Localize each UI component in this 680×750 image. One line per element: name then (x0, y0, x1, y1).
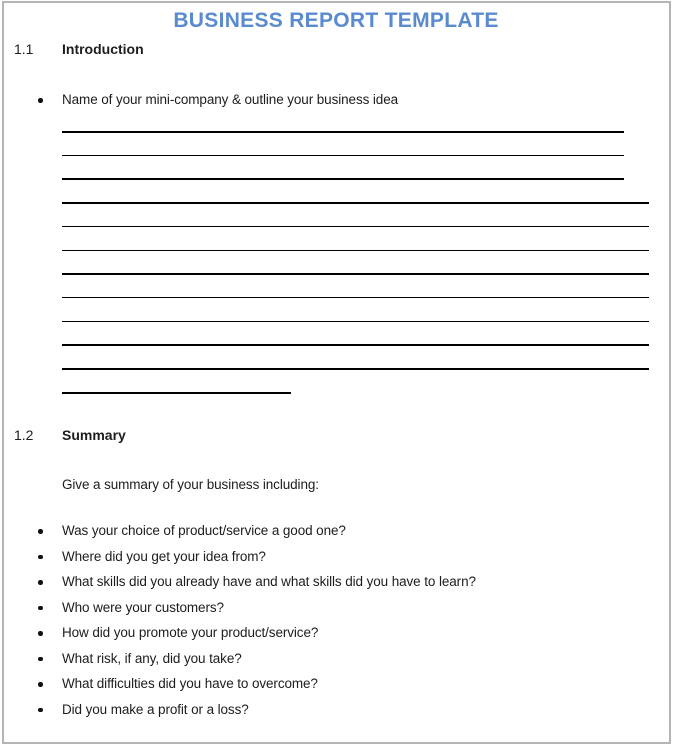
summary-question-text: Where did you get your idea from? (62, 548, 266, 564)
summary-question-text: How did you promote your product/service? (62, 625, 319, 641)
write-line (62, 297, 649, 299)
bullet-icon (38, 606, 43, 611)
summary-question-text: What risk, if any, did you take? (62, 650, 242, 666)
summary-question-text: Did you make a profit or a loss? (62, 701, 249, 717)
write-line (62, 131, 624, 133)
summary-question-text: What difficulties did you have to overcome? (62, 676, 318, 692)
write-line (62, 321, 649, 323)
section-summary-header (14, 427, 126, 443)
section-heading-summary: Summary (62, 427, 126, 443)
bullet-icon (38, 98, 43, 103)
introduction-prompt-item (38, 92, 398, 107)
section-heading-introduction: Introduction (62, 41, 144, 57)
summary-question-item (38, 676, 318, 691)
summary-question-text: Was your choice of product/service a good one? (62, 523, 346, 538)
section-number-summary: 1.2 (14, 427, 34, 443)
write-line (62, 273, 649, 275)
document-title: BUSINESS REPORT TEMPLATE (173, 9, 499, 32)
summary-question-item (38, 625, 318, 640)
bullet-icon (38, 631, 43, 636)
bullet-icon (38, 529, 43, 534)
summary-question-item (38, 702, 249, 717)
summary-question-text: Who were your customers? (62, 599, 224, 615)
bullet-icon (38, 555, 43, 560)
write-line (62, 178, 624, 180)
write-line (62, 250, 649, 252)
bullet-icon (38, 657, 43, 662)
summary-question-text: What skills did you already have and what skills did you have to learn? (62, 574, 476, 590)
bullet-icon (38, 580, 43, 585)
bullet-icon (38, 708, 43, 713)
summary-question-item (38, 574, 476, 589)
write-line (62, 344, 649, 346)
section-number-introduction: 1.1 (14, 41, 34, 57)
introduction-prompt-text: Name of your mini-company & outline your business idea (62, 92, 399, 107)
summary-lead-text: Give a summary of your business including: (62, 477, 319, 492)
bullet-icon (38, 682, 43, 687)
summary-question-item (38, 600, 224, 615)
section-introduction-header (14, 41, 144, 57)
write-line (62, 368, 649, 370)
write-line-partial (62, 392, 291, 394)
summary-question-item (38, 523, 346, 538)
write-line (62, 226, 649, 228)
summary-question-item (38, 651, 242, 666)
summary-question-item (38, 549, 266, 564)
write-line (62, 155, 624, 157)
write-line (62, 202, 649, 204)
